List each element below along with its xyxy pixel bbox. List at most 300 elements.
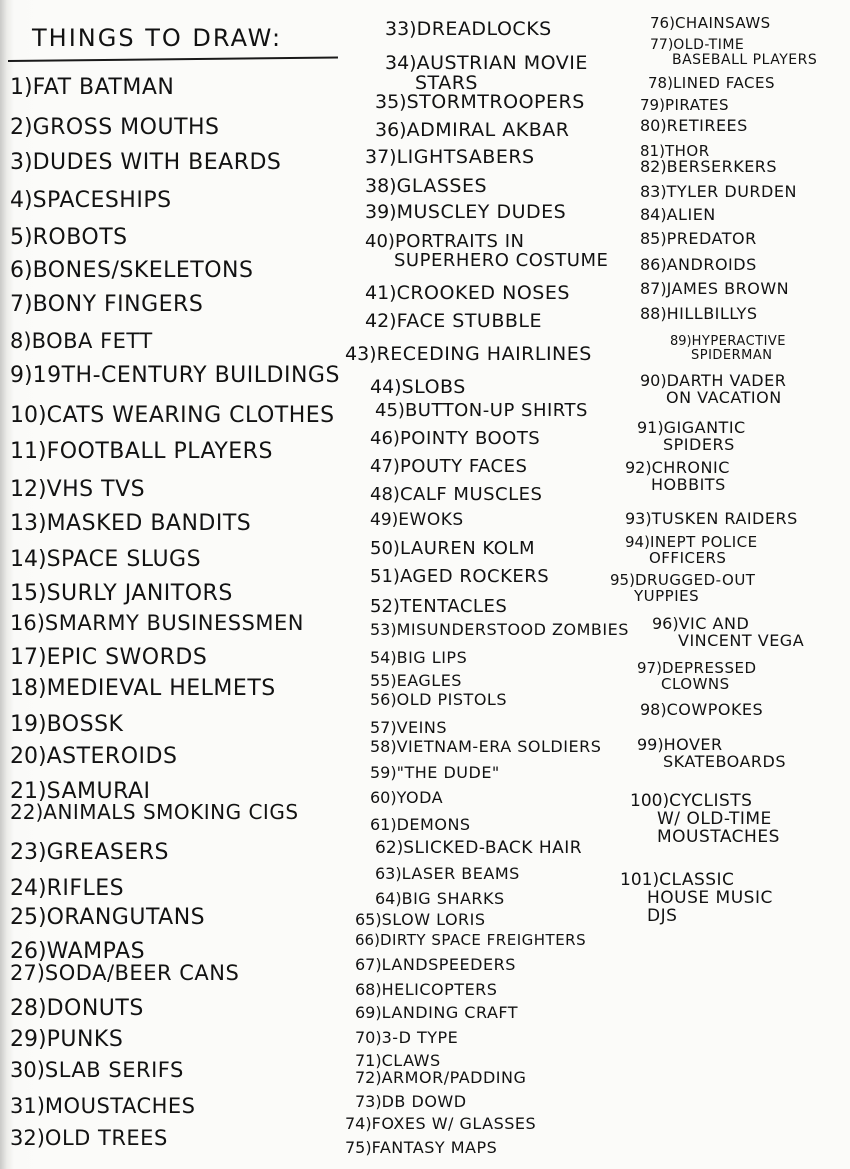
item-text: RIFLES (46, 876, 125, 901)
item-number: 35) (375, 91, 407, 113)
list-item (652, 616, 804, 650)
list-item (10, 116, 220, 139)
list-item (355, 1094, 467, 1111)
list-item (640, 281, 789, 298)
item-number: 54) (370, 648, 397, 667)
item-text: LAUREN KOLM (399, 538, 535, 559)
item-number: 61) (370, 815, 397, 834)
item-text: SLICKED-BACK HAIR (403, 838, 583, 858)
item-text-continued: STARS (415, 71, 478, 94)
item-number: 12) (10, 477, 47, 502)
item-text: COWPOKES (666, 700, 764, 719)
list-item (365, 177, 487, 197)
item-text: POUTY FACES (399, 456, 528, 477)
item-number: 38) (365, 175, 397, 197)
item-text: PREDATOR (666, 229, 757, 248)
item-text: FAT BATMAN (32, 75, 175, 100)
list-item (10, 1059, 184, 1081)
list-item (385, 54, 588, 94)
item-number: 73) (355, 1092, 382, 1111)
item-text: CATS WEARING CLOTHES (46, 403, 335, 428)
item-text: SODA/BEER CANS (44, 961, 240, 985)
list-item (370, 512, 464, 530)
item-text: INEPT POLICE (649, 533, 758, 551)
item-text: SMARMY BUSINESSMEN (44, 611, 304, 635)
item-text: 19TH-CENTURY BUILDINGS (32, 363, 340, 388)
item-number: 43) (345, 343, 377, 365)
list-item (375, 891, 505, 908)
list-item (10, 940, 145, 963)
item-text-continued: MOUSTACHES (657, 826, 780, 847)
item-number: 10) (10, 403, 47, 428)
list-item (10, 478, 145, 501)
list-item (370, 650, 467, 667)
item-number: 86) (640, 255, 667, 274)
item-number: 60) (370, 788, 397, 807)
item-number: 77) (650, 37, 674, 53)
item-text-continued: HOBBITS (651, 474, 726, 494)
list-item (10, 841, 169, 864)
list-item (648, 76, 775, 92)
item-text: STORMTROOPERS (406, 91, 585, 113)
item-text: BOBA FETT (31, 329, 153, 353)
item-number: 36) (375, 119, 407, 141)
list-item (370, 598, 507, 617)
item-text: GROSS MOUTHS (32, 115, 220, 140)
item-text: THOR (664, 142, 710, 160)
item-number: 25) (10, 905, 47, 930)
list-item (10, 330, 153, 352)
item-text: POINTY BOOTS (399, 428, 541, 449)
list-item (10, 802, 299, 823)
item-text: TYLER DURDEN (666, 182, 797, 201)
item-number: 21) (10, 779, 47, 804)
item-number: 40) (365, 231, 395, 252)
list-item (625, 535, 758, 567)
item-number: 8) (10, 329, 32, 353)
list-item (10, 189, 172, 212)
item-number: 89) (670, 334, 692, 349)
item-number: 75) (345, 1138, 372, 1157)
item-text-continued: ON VACATION (666, 387, 782, 407)
item-text: VHS TVS (46, 477, 146, 502)
list-item (10, 677, 276, 700)
item-number: 51) (370, 566, 400, 587)
item-number: 33) (385, 18, 417, 40)
item-text: VIC AND (678, 614, 750, 633)
item-number: 92) (625, 458, 652, 477)
list-item (370, 568, 549, 587)
item-text: FANTASY MAPS (371, 1138, 498, 1157)
list-item (10, 877, 124, 900)
list-item (365, 148, 535, 168)
item-text: ASTEROIDS (46, 744, 178, 769)
item-text: FACE STUBBLE (396, 310, 542, 332)
item-number: 24) (10, 876, 47, 901)
item-number: 63) (375, 864, 402, 883)
list-item (650, 16, 771, 32)
list-item (370, 765, 500, 782)
list-item (370, 622, 629, 639)
list-item (10, 293, 203, 316)
item-text: PUNKS (46, 1027, 124, 1052)
item-number: 50) (370, 538, 400, 559)
item-text-continued: SPIDERMAN (691, 347, 773, 363)
item-text: BUTTON-UP SHIRTS (404, 400, 588, 421)
item-text: RECEDING HAIRLINES (376, 343, 592, 365)
list-item (640, 257, 757, 274)
item-text: VEINS (396, 718, 448, 737)
list-item (625, 511, 798, 528)
item-text: DARTH VADER (666, 371, 787, 390)
item-text: HILLBILLYS (666, 304, 758, 323)
item-text-continued: SKATEBOARDS (663, 751, 786, 771)
item-text: GLASSES (396, 175, 488, 197)
list-item (10, 713, 123, 736)
item-number: 9) (10, 363, 33, 388)
item-text: OLD TREES (44, 1126, 168, 1150)
item-number: 55) (370, 671, 397, 690)
item-text: CLAWS (381, 1051, 441, 1070)
item-text: WAMPAS (46, 939, 146, 964)
item-text: CROOKED NOSES (396, 282, 570, 304)
item-number: 81) (640, 142, 665, 160)
list-item (637, 737, 786, 771)
item-text: SLAB SERIFS (44, 1058, 184, 1082)
list-item (365, 203, 566, 223)
list-item (10, 548, 201, 571)
list-item (370, 486, 542, 505)
item-text: EAGLES (396, 671, 462, 690)
list-item (620, 872, 773, 926)
list-item (10, 906, 205, 929)
item-number: 88) (640, 304, 667, 323)
item-text: LINED FACES (672, 74, 775, 92)
item-text: SPACE SLUGS (46, 547, 202, 572)
item-text-continued: YUPPIES (634, 586, 700, 605)
item-number: 96) (652, 614, 679, 633)
page-title: THINGS TO DRAW: (32, 24, 283, 52)
item-text: MEDIEVAL HELMETS (46, 676, 276, 701)
list-item (10, 364, 340, 387)
list-item (10, 226, 128, 249)
item-text: AGED ROCKERS (399, 566, 550, 587)
list-item (345, 1140, 497, 1157)
item-number: 101) (620, 870, 660, 890)
item-number: 64) (375, 889, 402, 908)
item-text-continued: OFFICERS (649, 548, 727, 567)
item-text: MASKED BANDITS (46, 511, 252, 536)
item-number: 42) (365, 310, 397, 332)
item-number: 27) (10, 961, 45, 985)
item-number: 59) (370, 763, 397, 782)
item-number: 45) (375, 400, 405, 421)
item-text: JAMES BROWN (666, 279, 790, 298)
item-text: GIGANTIC (663, 418, 746, 437)
item-number: 90) (640, 371, 667, 390)
list-item (370, 720, 447, 737)
list-item (10, 404, 335, 427)
list-item (640, 702, 763, 719)
item-number: 19) (10, 712, 47, 737)
list-item (10, 612, 304, 634)
item-text-continued: BASEBALL PLAYERS (672, 51, 818, 68)
item-number: 37) (365, 146, 397, 168)
item-text: EPIC SWORDS (46, 645, 208, 670)
item-text: HYPERACTIVE (691, 334, 787, 349)
item-number: 97) (637, 659, 662, 677)
item-text: DEPRESSED (661, 659, 757, 677)
list-item (370, 739, 601, 756)
list-item (640, 98, 729, 114)
list-item (10, 962, 239, 984)
item-number: 69) (355, 1003, 382, 1022)
item-number: 100) (630, 791, 670, 811)
item-number: 31) (10, 1094, 45, 1118)
item-text-continued: HOUSE MUSIC (647, 887, 773, 908)
item-text: HELICOPTERS (381, 980, 498, 999)
item-number: 83) (640, 182, 667, 201)
item-text: BIG SHARKS (401, 889, 505, 908)
list-item (375, 93, 585, 113)
item-number: 65) (355, 910, 382, 929)
item-text: DIRTY SPACE FREIGHTERS (379, 931, 587, 949)
item-text: SPACESHIPS (32, 188, 172, 213)
item-text: GREASERS (46, 840, 169, 865)
list-item (355, 1070, 526, 1087)
item-text: ROBOTS (32, 225, 128, 250)
item-number: 5) (10, 225, 33, 250)
item-text: CLASSIC (659, 870, 735, 890)
item-number: 52) (370, 596, 400, 617)
list-item (640, 306, 758, 323)
item-number: 26) (10, 939, 47, 964)
list-item (375, 402, 588, 421)
item-text: VIETNAM-ERA SOLDIERS (396, 737, 602, 756)
item-text: 3-D TYPE (381, 1028, 459, 1047)
list-item (10, 582, 233, 605)
item-number: 58) (370, 737, 397, 756)
list-item (640, 231, 757, 248)
item-text-continued: W/ OLD-TIME (657, 808, 772, 829)
item-text: RETIREES (666, 116, 748, 135)
item-text-continued: DJS (647, 905, 678, 926)
item-text: BOSSK (46, 712, 124, 737)
item-text: CHRONIC (651, 458, 730, 477)
list-item (10, 151, 281, 174)
list-item (640, 207, 716, 224)
item-number: 85) (640, 229, 667, 248)
list-item (355, 912, 486, 929)
list-item (345, 345, 592, 365)
item-text: CYCLISTS (669, 791, 753, 811)
item-text: MUSCLEY DUDES (396, 201, 567, 223)
item-text: OLD PISTOLS (396, 690, 507, 709)
item-text: DREADLOCKS (416, 18, 552, 40)
item-text: DUDES WITH BEARDS (32, 150, 282, 175)
list-item (370, 673, 462, 690)
item-number: 91) (637, 418, 664, 437)
list-item (370, 692, 507, 709)
item-number: 82) (640, 157, 667, 176)
list-item (10, 997, 144, 1020)
list-item (355, 982, 497, 999)
list-item (355, 957, 516, 974)
list-item (345, 1116, 536, 1133)
list-item (637, 420, 746, 454)
list-item (365, 233, 608, 271)
item-text: YODA (396, 788, 444, 807)
list-item (650, 38, 817, 67)
item-text: DEMONS (396, 815, 471, 834)
item-number: 48) (370, 484, 400, 505)
item-number: 7) (10, 292, 33, 317)
list-item (10, 440, 273, 463)
item-number: 56) (370, 690, 397, 709)
list-item (640, 184, 797, 201)
item-number: 98) (640, 700, 667, 719)
item-number: 16) (10, 611, 45, 635)
item-number: 17) (10, 645, 47, 670)
item-number: 87) (640, 279, 667, 298)
item-text: DONUTS (46, 996, 144, 1021)
list-item (370, 378, 466, 398)
item-number: 14) (10, 547, 47, 572)
item-number: 41) (365, 282, 397, 304)
item-number: 74) (345, 1114, 372, 1133)
item-text: CALF MUSCLES (399, 484, 543, 505)
item-text: CHAINSAWS (674, 14, 771, 32)
list-item (640, 373, 786, 407)
item-text: BIG LIPS (396, 648, 468, 667)
item-number: 66) (355, 931, 380, 949)
item-number: 4) (10, 188, 33, 213)
list-item (375, 840, 582, 858)
item-text: MISUNDERSTOOD ZOMBIES (396, 620, 629, 639)
item-number: 57) (370, 718, 397, 737)
item-text: DB DOWD (381, 1092, 467, 1111)
item-text-continued: SPIDERS (663, 434, 735, 454)
item-text-continued: SUPERHERO COSTUME (394, 249, 609, 271)
list-item (637, 661, 757, 693)
item-number: 95) (610, 571, 635, 589)
item-number: 71) (355, 1051, 382, 1070)
item-number: 15) (10, 581, 47, 606)
list-item (10, 259, 253, 282)
item-text: BERSERKERS (666, 157, 778, 176)
item-text: LANDSPEEDERS (381, 955, 516, 974)
list-item (375, 121, 569, 141)
item-text: MOUSTACHES (44, 1094, 196, 1118)
item-number: 53) (370, 620, 397, 639)
list-item (670, 335, 786, 362)
list-item (355, 933, 586, 949)
item-text: LASER BEAMS (401, 864, 520, 883)
item-text: ALIEN (666, 205, 716, 224)
item-text: TENTACLES (399, 596, 508, 617)
item-number: 44) (370, 376, 402, 398)
item-number: 80) (640, 116, 667, 135)
item-text: FOXES W/ GLASSES (371, 1114, 537, 1133)
item-text: LANDING CRAFT (381, 1003, 519, 1022)
item-number: 20) (10, 744, 47, 769)
item-number: 18) (10, 676, 47, 701)
list-item (370, 540, 535, 559)
item-text: DRUGGED-OUT (634, 571, 756, 589)
item-text: SURLY JANITORS (46, 581, 233, 606)
list-item (370, 790, 443, 807)
list-item (640, 118, 748, 135)
item-text: EWOKS (398, 510, 464, 530)
list-item (355, 1030, 458, 1047)
item-text: LIGHTSABERS (396, 146, 535, 168)
list-item (10, 646, 207, 669)
item-text: BONES/SKELETONS (32, 258, 254, 283)
item-number: 72) (355, 1068, 382, 1087)
list-item (365, 284, 570, 304)
list-item (385, 20, 552, 40)
item-text: ANDROIDS (666, 255, 757, 274)
item-number: 49) (370, 510, 399, 530)
item-text: SAMURAI (46, 779, 151, 804)
item-number: 62) (375, 838, 404, 858)
item-text: ADMIRAL AKBAR (406, 119, 570, 141)
item-text-continued: CLOWNS (661, 674, 730, 693)
item-number: 46) (370, 428, 400, 449)
item-number: 47) (370, 456, 400, 477)
item-text: SLOW LORIS (381, 910, 486, 929)
item-number: 23) (10, 840, 47, 865)
item-number: 6) (10, 258, 33, 283)
list-item (10, 1095, 196, 1117)
item-text: PIRATES (664, 96, 729, 114)
item-text: TUSKEN RAIDERS (651, 509, 798, 528)
item-text: HOVER (663, 735, 723, 754)
list-item (370, 817, 471, 834)
list-item (375, 866, 520, 883)
item-number: 22) (10, 800, 44, 824)
item-text: "THE DUDE" (396, 763, 500, 782)
item-number: 99) (637, 735, 664, 754)
list-item (10, 512, 251, 535)
item-number: 67) (355, 955, 382, 974)
list-item (640, 159, 777, 176)
item-number: 93) (625, 509, 652, 528)
item-number: 28) (10, 996, 47, 1021)
item-text-continued: VINCENT VEGA (678, 630, 805, 650)
item-number: 2) (10, 115, 33, 140)
item-number: 79) (640, 96, 665, 114)
list-item (370, 458, 527, 477)
item-number: 11) (10, 439, 47, 464)
item-text: FOOTBALL PLAYERS (46, 439, 273, 464)
item-number: 39) (365, 201, 397, 223)
list-item (355, 1005, 518, 1022)
item-number: 34) (385, 52, 417, 74)
item-text: AUSTRIAN MOVIE (416, 52, 588, 74)
list-item (10, 1028, 123, 1051)
item-text: PORTRAITS IN (394, 231, 525, 252)
item-text: ARMOR/PADDING (381, 1068, 527, 1087)
item-text: ORANGUTANS (46, 905, 206, 930)
item-number: 94) (625, 533, 650, 551)
item-text: OLD-TIME (673, 37, 745, 53)
item-text: ANIMALS SMOKING CIGS (43, 800, 299, 824)
item-number: 68) (355, 980, 382, 999)
list-item (10, 76, 174, 99)
item-number: 84) (640, 205, 667, 224)
list-item (630, 793, 780, 847)
